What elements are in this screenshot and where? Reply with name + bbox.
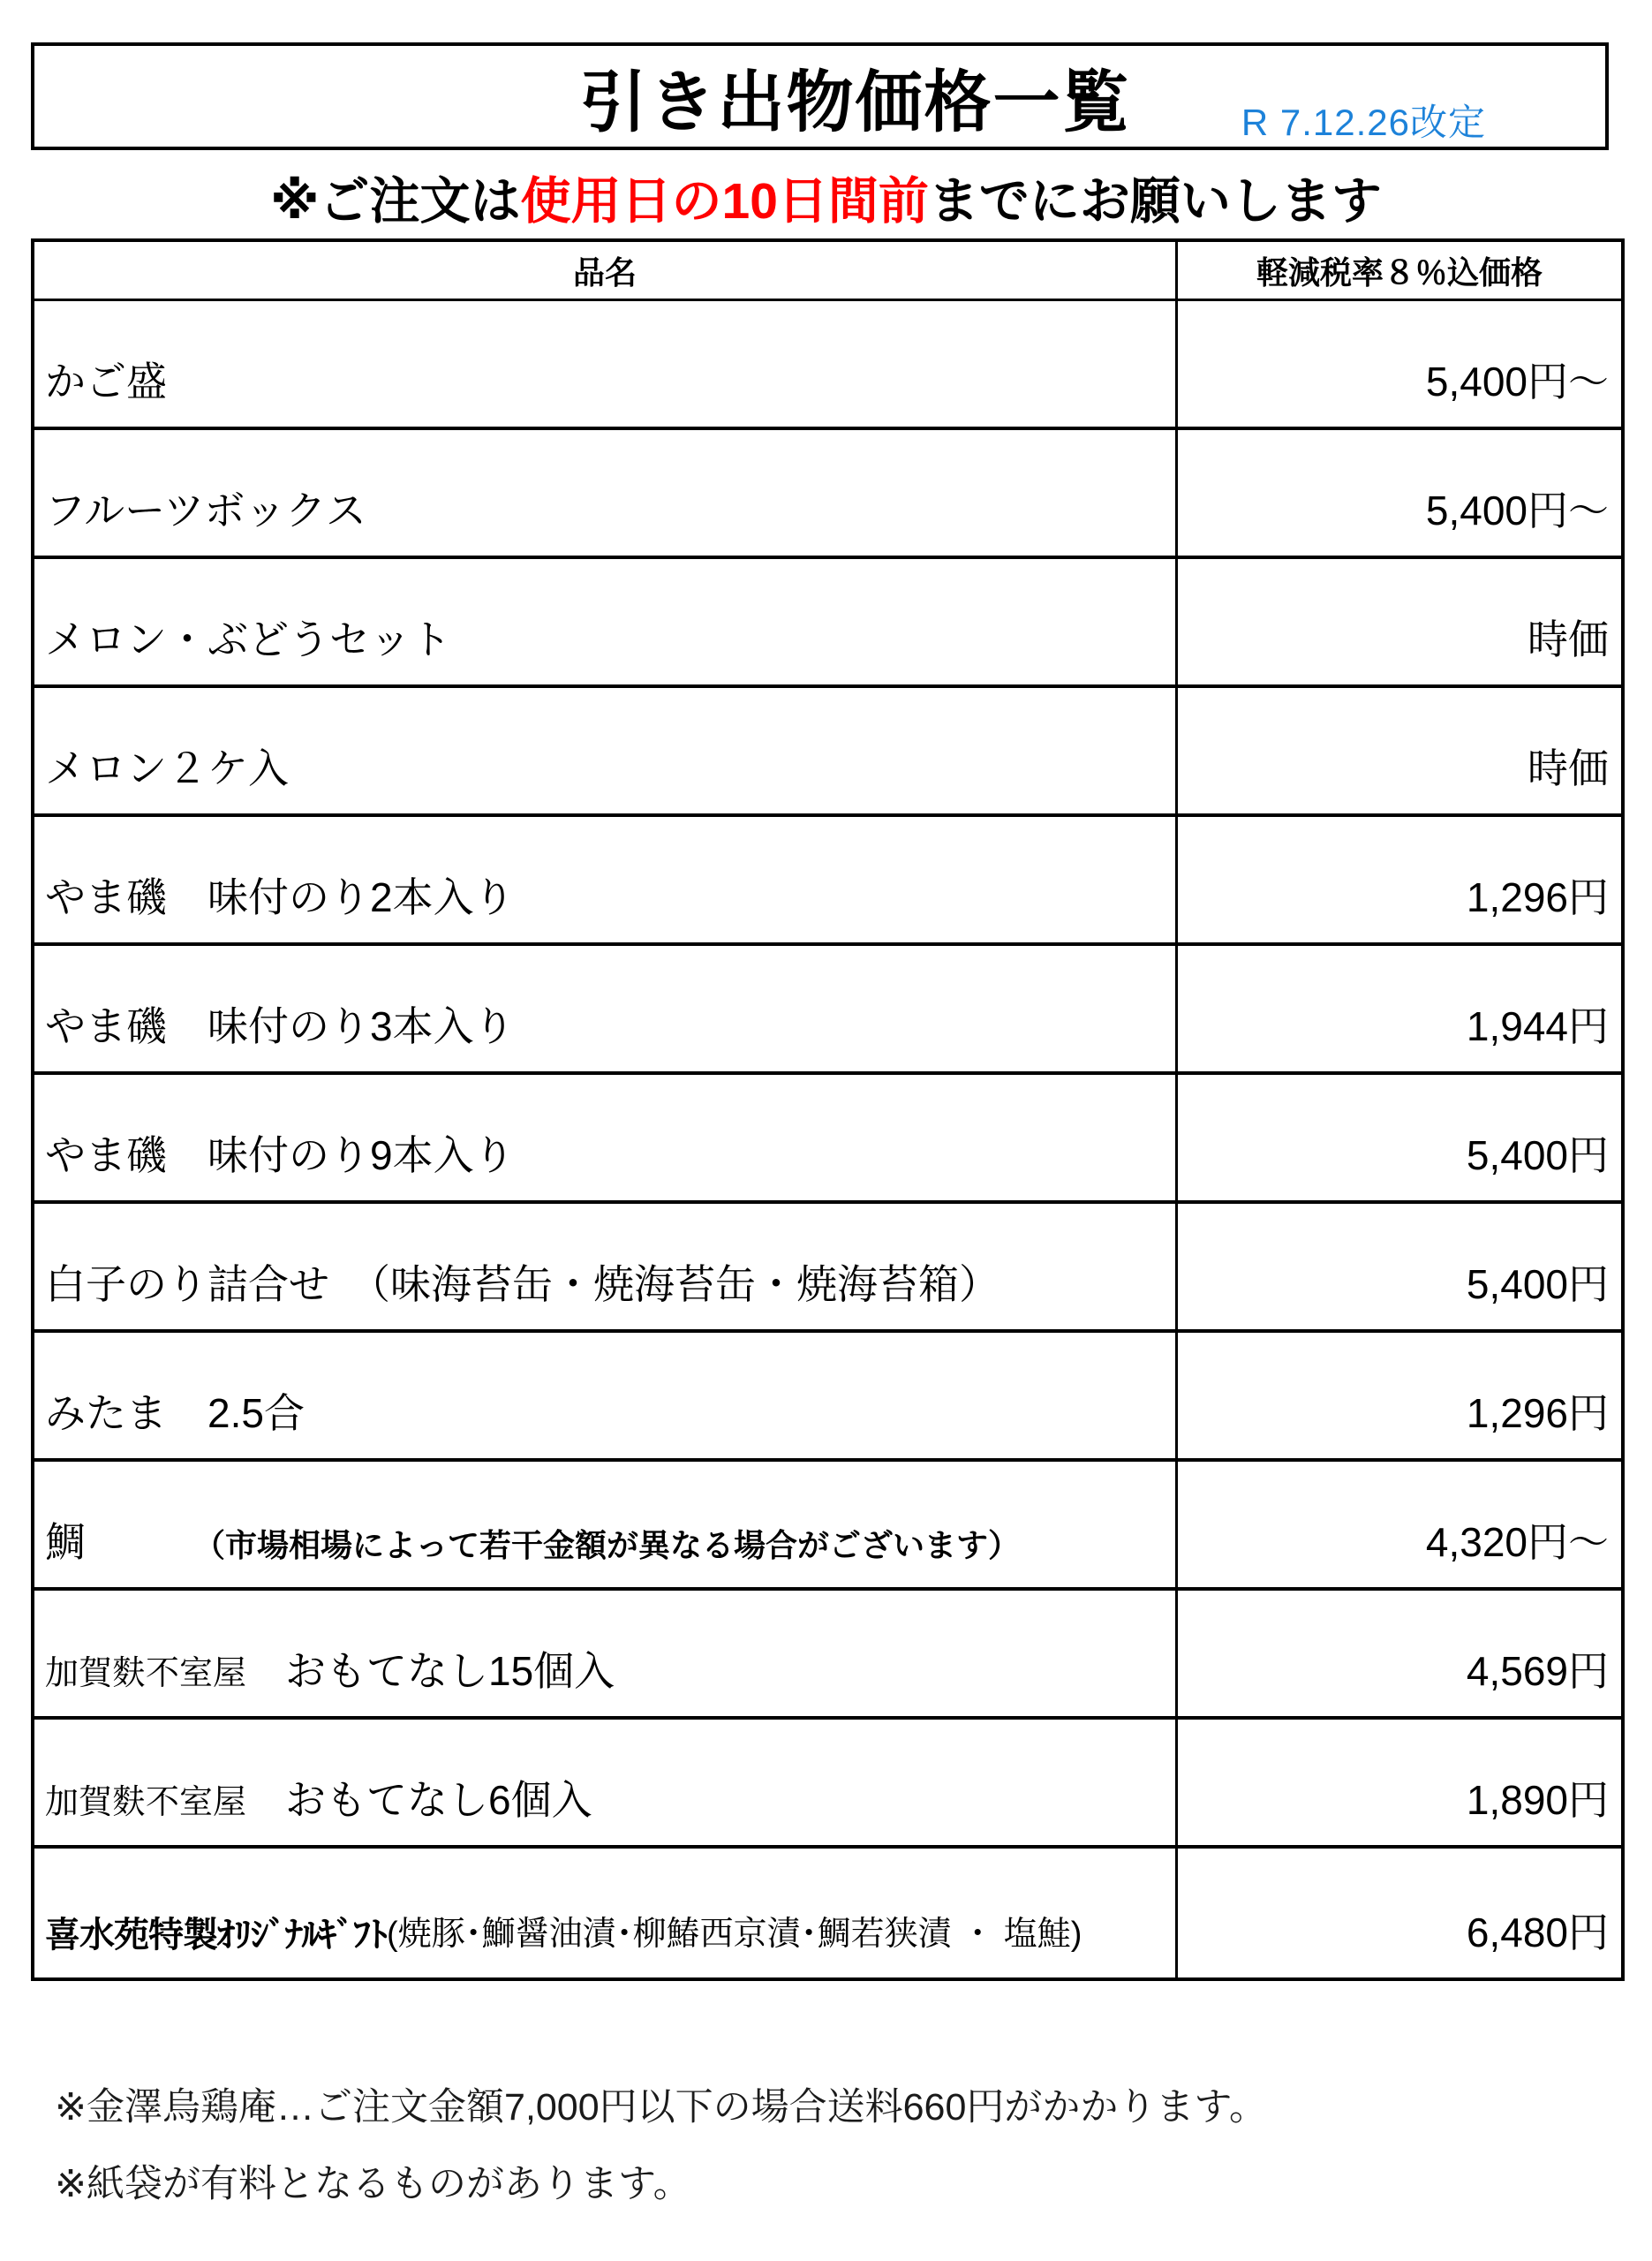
item-price-cell <box>1175 1204 1621 1329</box>
table-row <box>34 559 1621 688</box>
item-name-cell <box>34 1204 1175 1329</box>
table-row <box>34 1204 1621 1333</box>
page-title: 引き出物価格一覧 <box>579 64 1131 140</box>
price-table <box>31 238 1625 1981</box>
item-price: 5,400円 <box>1466 1261 1609 1307</box>
item-price: 1,944円 <box>1466 1003 1609 1049</box>
item-price-cell <box>1175 1591 1621 1716</box>
item-name: 白子のり詰合せ （味海苔缶・焼海苔缶・焼海苔箱） <box>45 1261 999 1307</box>
item-price: 5,400円 <box>1466 1132 1609 1178</box>
item-price-cell <box>1175 301 1621 427</box>
item-name: メロン・ぶどうセット <box>45 616 451 662</box>
item-name-cell <box>34 1462 1175 1587</box>
table-row <box>34 688 1621 817</box>
item-price: 時価 <box>1528 745 1609 791</box>
item-price-cell <box>1175 1462 1621 1587</box>
item-name: やま磯 味付のり9本入り <box>45 1132 515 1178</box>
header-item-name: 品名 <box>572 253 637 291</box>
item-price-cell <box>1175 946 1621 1071</box>
item-name: おもてなし6個入 <box>285 1777 592 1823</box>
table-row <box>34 946 1621 1075</box>
item-name: みたま 2.5合 <box>45 1390 305 1436</box>
table-row <box>34 1075 1621 1204</box>
item-price-cell <box>1175 559 1621 684</box>
order-note-highlight: 使用日の10日間前 <box>520 173 929 230</box>
item-price-cell <box>1175 688 1621 813</box>
title-box <box>31 42 1609 150</box>
footnote-shipping: ※金澤烏鶏庵…ご注文金額7,000円以下の場合送料660円がかかります。 <box>55 2086 1267 2129</box>
item-name: フルーツボックス <box>45 488 366 533</box>
item-price-cell <box>1175 1333 1621 1458</box>
item-name-cell <box>34 1849 1175 1977</box>
item-brand: 加賀麩不室屋 <box>45 1784 247 1822</box>
item-price-cell <box>1175 1849 1621 1977</box>
table-row <box>34 1849 1621 1977</box>
table-row <box>34 301 1621 430</box>
item-price: 4,320円～ <box>1425 1519 1609 1565</box>
table-row <box>34 430 1621 559</box>
order-note-suffix: までにお願いします <box>928 173 1382 230</box>
item-price: 時価 <box>1528 616 1609 662</box>
item-price-cell <box>1175 430 1621 556</box>
item-price: 1,296円 <box>1466 1390 1609 1436</box>
item-name-cell <box>34 301 1175 427</box>
item-name: 鯛 <box>45 1519 86 1565</box>
order-note-prefix: ※ご注文は <box>270 173 521 230</box>
item-name: 喜水苑特製ｵﾘｼﾞﾅﾙｷﾞﾌﾄ <box>45 1916 387 1955</box>
item-name: かご盛 <box>45 359 167 405</box>
item-name-cell <box>34 1075 1175 1200</box>
item-price: 5,400円～ <box>1425 488 1609 533</box>
item-brand: 加賀麩不室屋 <box>45 1655 247 1693</box>
table-row <box>34 1462 1621 1591</box>
header-tax-price: 軽減税率８％込価格 <box>1175 242 1621 299</box>
item-name: メロン２ケ入 <box>45 745 289 791</box>
item-name: おもてなし15個入 <box>285 1648 615 1694</box>
item-name-cell <box>34 430 1175 556</box>
item-price: 1,296円 <box>1466 874 1609 920</box>
table-row <box>34 1591 1621 1720</box>
item-price-cell <box>1175 1720 1621 1845</box>
item-price: 4,569円 <box>1466 1648 1609 1694</box>
item-name-cell <box>34 817 1175 942</box>
item-name-cell <box>34 688 1175 813</box>
table-header-row <box>34 242 1621 301</box>
item-price: 1,890円 <box>1466 1777 1609 1823</box>
item-name-cell <box>34 1591 1175 1716</box>
order-deadline-note <box>0 161 1652 233</box>
revision-date: R 7.12.26改定 <box>1241 102 1486 143</box>
footnote-paper-bag: ※紙袋が有料となるものがあります。 <box>55 2163 691 2205</box>
item-price: 6,480円 <box>1466 1909 1609 1955</box>
table-row <box>34 1720 1621 1849</box>
item-name-cell <box>34 1720 1175 1845</box>
table-row <box>34 817 1621 946</box>
item-market-price-note: （市場相場によって若干金額が異なる場合がございます） <box>193 1527 1021 1564</box>
item-contents-note: (焼豚･鰤醤油漬･柳鰆西京漬･鯛若狭漬 ・ 塩鮭) <box>387 1916 1082 1954</box>
item-price-cell <box>1175 1075 1621 1200</box>
item-name-cell <box>34 559 1175 684</box>
item-name-cell <box>34 1333 1175 1458</box>
item-name: やま磯 味付のり3本入り <box>45 1003 515 1049</box>
table-row <box>34 1333 1621 1462</box>
item-price: 5,400円～ <box>1425 359 1609 405</box>
item-name-cell <box>34 946 1175 1071</box>
item-name: やま磯 味付のり2本入り <box>45 874 515 920</box>
item-price-cell <box>1175 817 1621 942</box>
